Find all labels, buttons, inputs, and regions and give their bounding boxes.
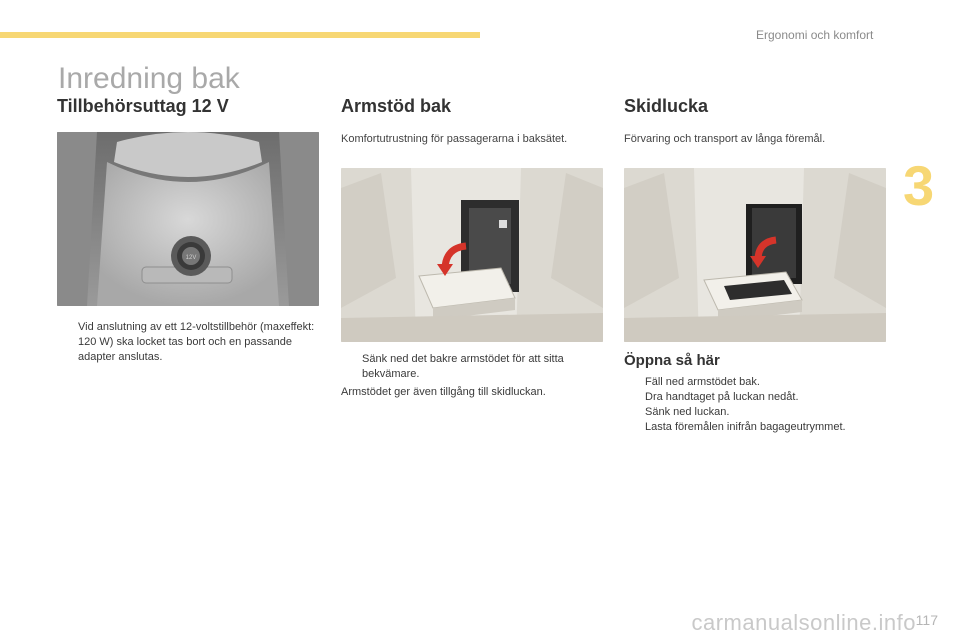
armrest-intro: Komfortutrustning för passagerarna i baksätet.: [341, 133, 568, 145]
chapter-title: Ergonomi och komfort: [756, 28, 874, 42]
armrest-list: [341, 352, 603, 382]
watermark: carmanualsonline.info: [691, 610, 916, 635]
page-title: Inredning bak: [58, 62, 240, 95]
list-item: Dra handtaget på luckan nedåt.: [645, 391, 799, 403]
list-item: Sänk ned luckan.: [645, 406, 730, 418]
armrest-section: [341, 96, 603, 400]
list-item: Sänk ned det bakre armstödet för att sitta bekvämare.: [362, 353, 564, 380]
armrest-photo: [341, 168, 603, 342]
accessory-socket-section: [57, 96, 319, 365]
chapter-number: 3: [903, 154, 935, 217]
accent-bar: [0, 32, 480, 38]
page-number: 117: [915, 612, 938, 628]
accessory-socket-list: [57, 320, 319, 365]
ski-hatch-intro: Förvaring och transport av långa föremål.: [624, 133, 826, 145]
accessory-socket-heading: Tillbehörsuttag 12 V: [57, 96, 229, 116]
armrest-heading: Armstöd bak: [341, 96, 452, 116]
armrest-note: Armstödet ger även tillgång till skidluckan.: [341, 386, 546, 398]
socket-label: 12V: [185, 255, 197, 261]
socket-photo: [57, 132, 319, 306]
ski-hatch-subheading: Öppna så här: [624, 352, 720, 369]
ski-hatch-photo: [624, 168, 886, 342]
list-item: Vid anslutning av ett 12-voltstillbehör (maxeffekt: 120 W) ska locket tas bort och en passande adapter anslutas.: [78, 321, 315, 363]
ski-hatch-heading: Skidlucka: [624, 96, 709, 116]
ski-hatch-section: [624, 96, 886, 435]
ski-hatch-list: [624, 375, 886, 435]
list-item: Lasta föremålen inifrån bagageutrymmet.: [645, 421, 846, 433]
list-item: Fäll ned armstödet bak.: [645, 376, 760, 388]
